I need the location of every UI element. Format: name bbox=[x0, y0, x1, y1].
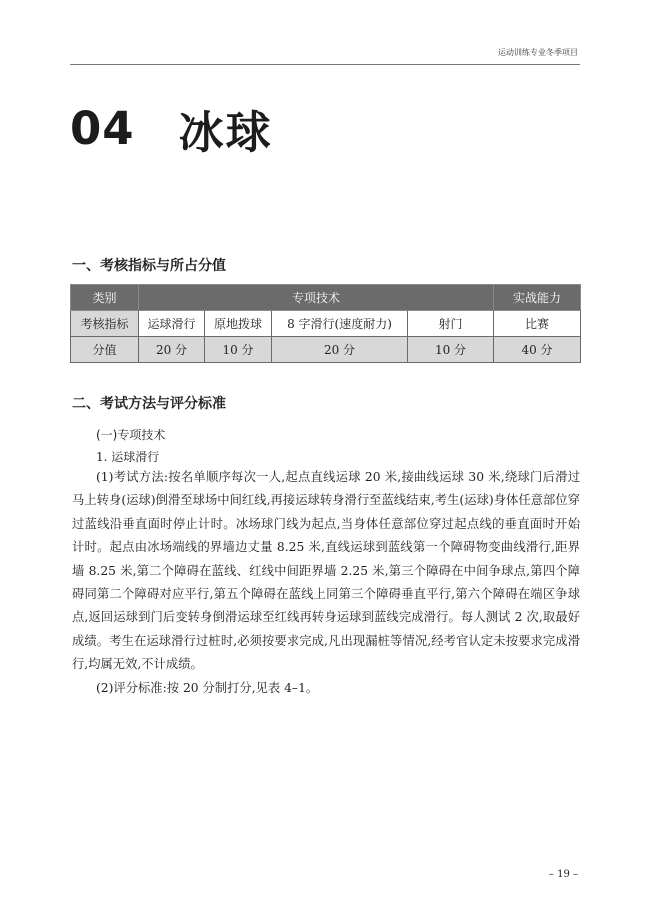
table-cell: 考核指标 bbox=[71, 311, 139, 337]
table-cell: 分值 bbox=[71, 337, 139, 363]
chapter-title-block bbox=[70, 98, 273, 158]
section-heading-methods: 二、考试方法与评分标准 bbox=[72, 396, 226, 412]
paragraph-method: (1)考试方法:按名单顺序每次一人,起点直线运球 20 米,接曲线运球 30 米,绕球门后滑过马上转身(运球)倒滑至球场中间红线,再接运球转身滑行至蓝线结束,考生(运球)身体任意部位穿过蓝线沿垂直面时停止计时。冰场球门线为起点,当身体任意部位穿过起点线的垂直面时开始计时。起点由冰场端线的界墙边丈量 8.25 米,直线运球到蓝线第一个障碍物变曲线滑行,距界墙 8.25 米,第二个障碍在蓝线、红线中间距界墙 2.25 米,第三个障碍在中间争球点,第四个障碍同第二个障碍对应平行,第五个障碍在蓝线上同第三个障碍垂直平行,第六个障碍在端区争球点,返回运球到门后变转身倒滑运球至红线再转身运球到蓝线完成滑行。每人测试 2 次,取最好成绩。考生在运球滑行过桩时,必须按要求完成,凡出现漏桩等情况,经考官认定未按要求完成滑行,均属无效,不计成绩。 bbox=[72, 470, 580, 672]
table-header-cell: 类别 bbox=[71, 285, 139, 311]
score-table bbox=[70, 284, 581, 363]
chapter-title: 冰球 bbox=[178, 105, 273, 159]
page-number: – 19 – bbox=[548, 869, 578, 880]
item-heading-dribble: 1. 运球滑行 bbox=[96, 450, 160, 464]
running-header: 运动训练专业冬季项目 bbox=[498, 48, 578, 57]
table-row bbox=[71, 311, 581, 337]
section-heading-indicators: 一、考核指标与所占分值 bbox=[72, 258, 226, 274]
table-header-cell: 实战能力 bbox=[494, 285, 581, 311]
table-cell: 20 分 bbox=[139, 337, 205, 363]
table-cell: 射门 bbox=[408, 311, 494, 337]
table-cell: 40 分 bbox=[494, 337, 581, 363]
table-row bbox=[71, 337, 581, 363]
table-cell: 比赛 bbox=[494, 311, 581, 337]
table-header-cell: 专项技术 bbox=[139, 285, 494, 311]
header-divider bbox=[70, 64, 580, 65]
table-cell: 10 分 bbox=[205, 337, 272, 363]
body-text bbox=[72, 466, 580, 700]
table-cell: 20 分 bbox=[272, 337, 408, 363]
table-cell: 运球滑行 bbox=[139, 311, 205, 337]
paragraph-scoring: (2)评分标准:按 20 分制打分,见表 4–1。 bbox=[96, 680, 319, 695]
table-cell: 10 分 bbox=[408, 337, 494, 363]
table-cell: 8 字滑行(速度耐力) bbox=[272, 311, 408, 337]
subheading-technique: (一)专项技术 bbox=[96, 428, 166, 442]
chapter-number: 04 bbox=[70, 101, 135, 155]
table-header-row bbox=[71, 285, 581, 311]
table-cell: 原地拨球 bbox=[205, 311, 272, 337]
